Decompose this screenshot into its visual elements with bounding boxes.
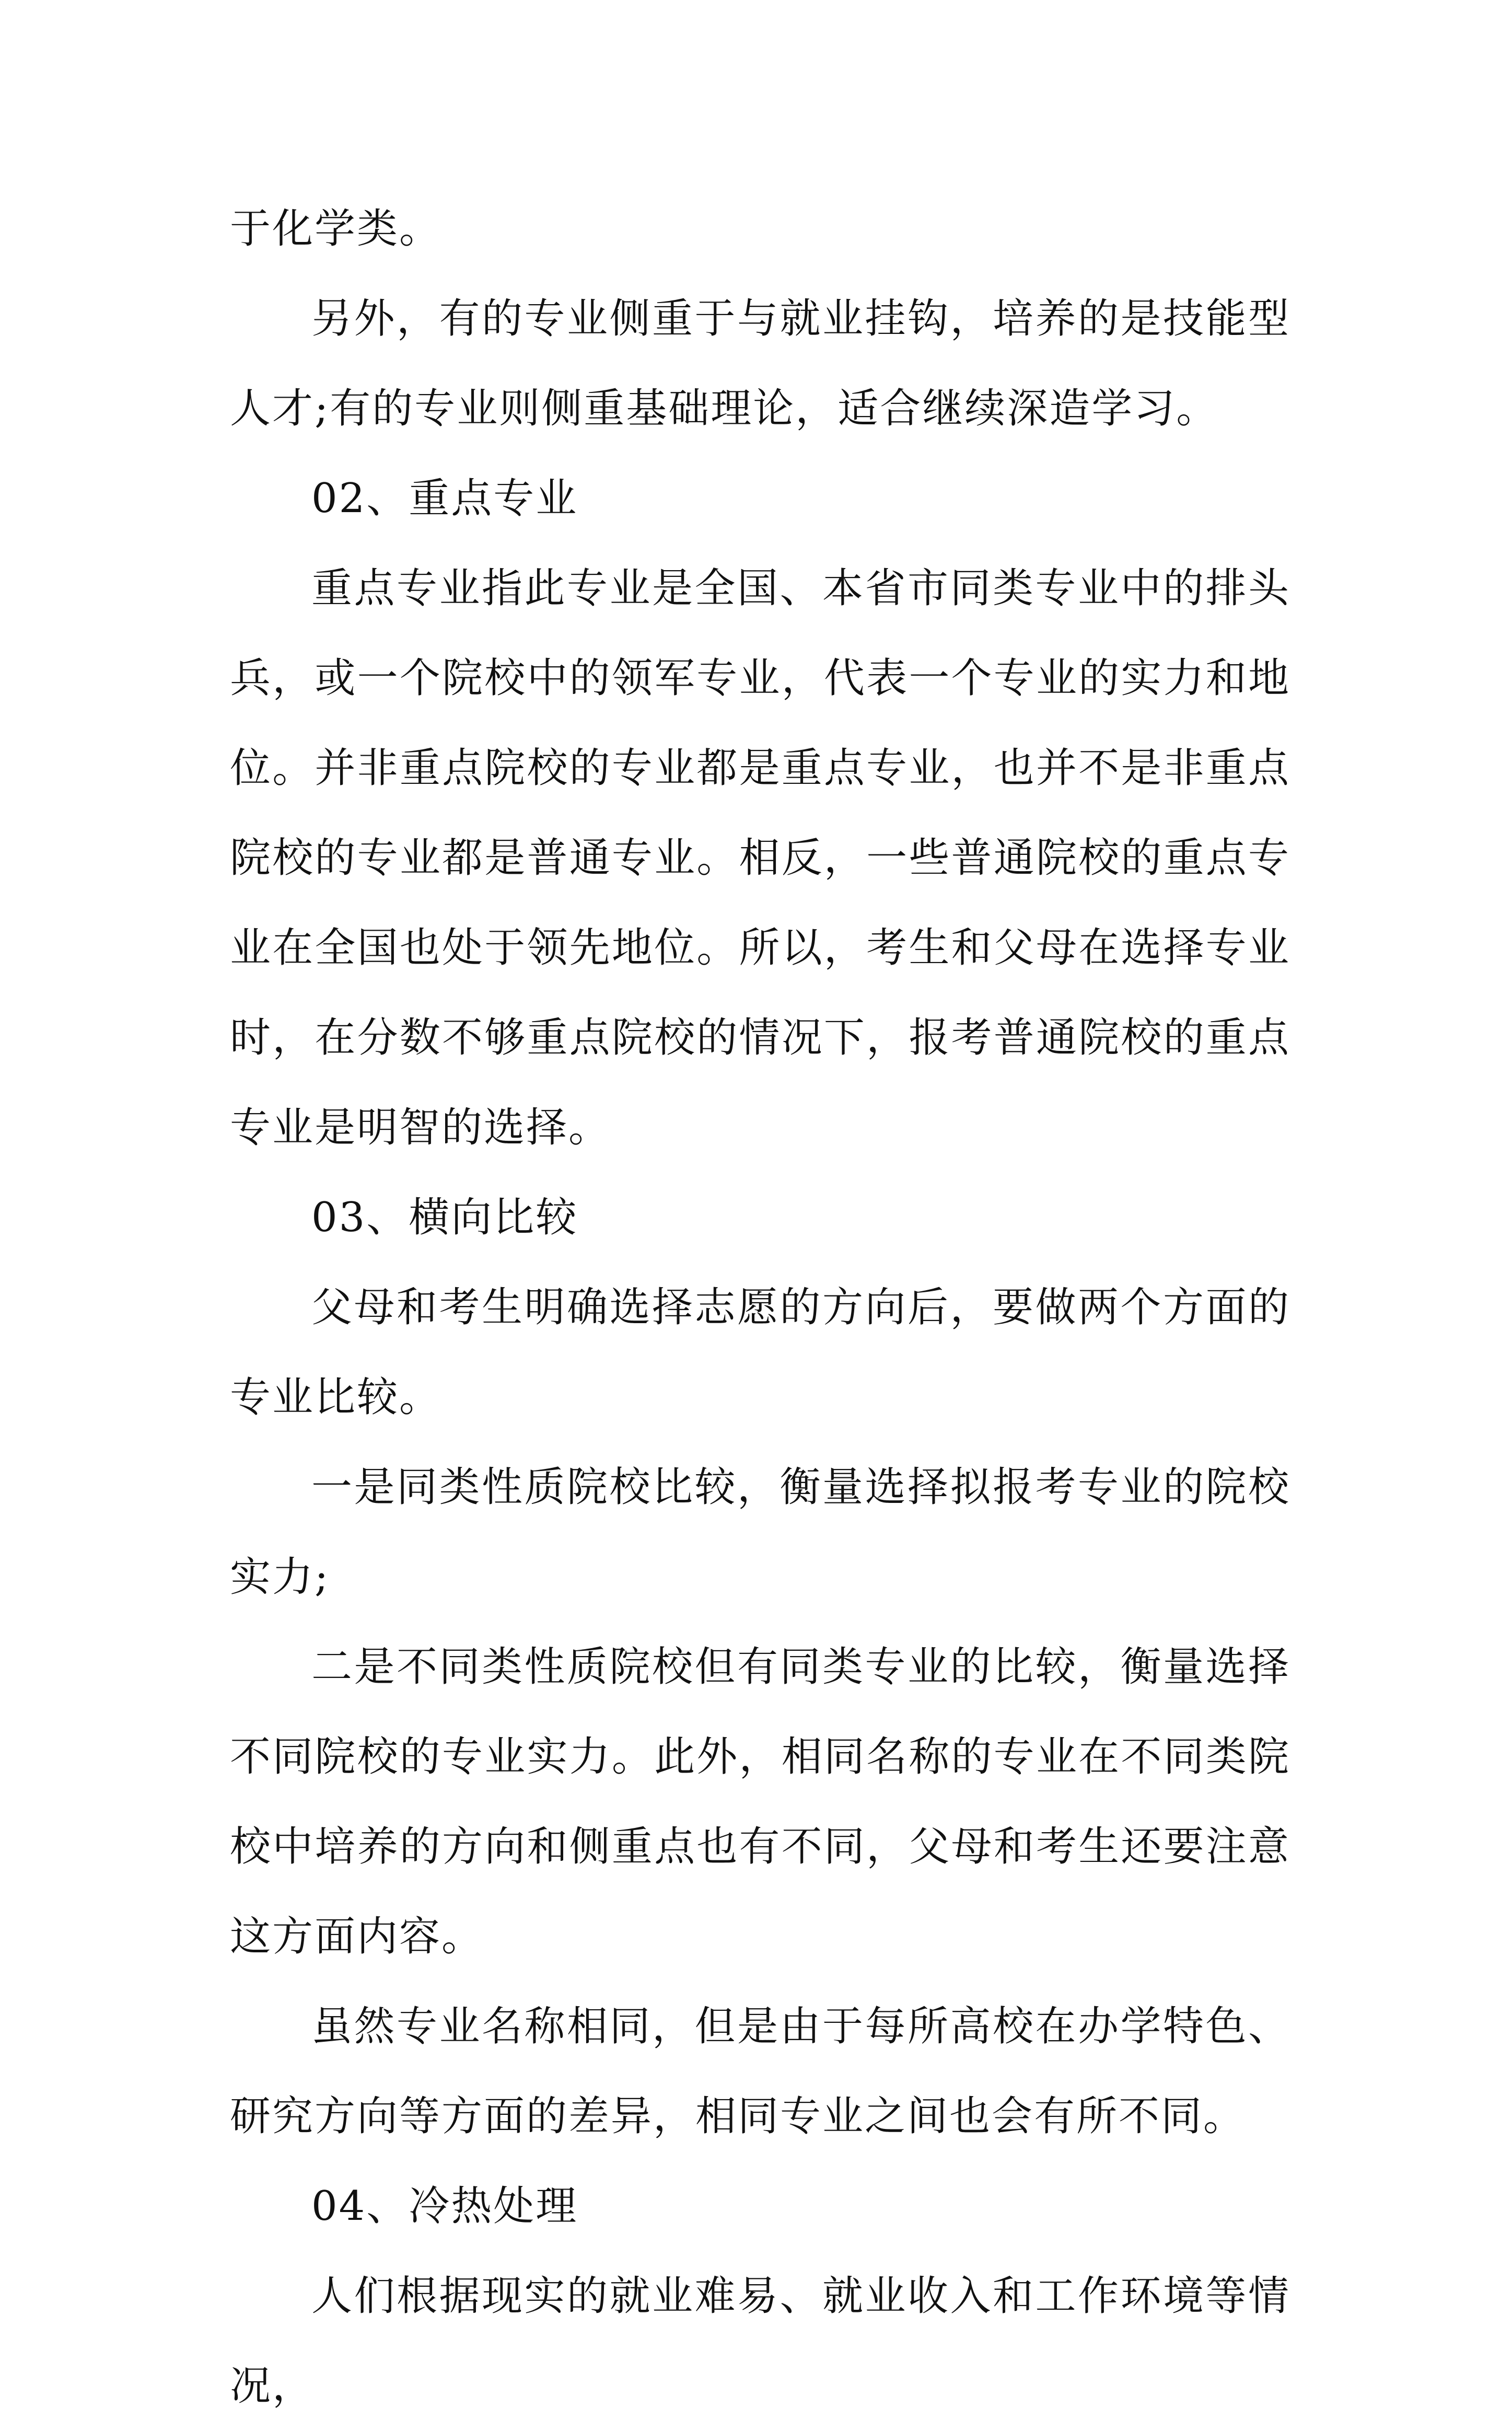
paragraph-continuation: 于化学类。 (230, 205, 442, 252)
paragraph-same-name-differences: 虽然专业名称相同，但是由于每所高校在办学特色、研究方向等方面的差异，相同专业之间也会有所不同。 (230, 2003, 1290, 2140)
section-heading-hot-cold: 04、冷热处理 (311, 2183, 578, 2230)
paragraph-hot-cold-start: 人们根据现实的就业难易、就业收入和工作环境等情况， (230, 2273, 1290, 2410)
paragraph-comparison-intro: 父母和考生明确选择志愿的方向后，要做两个方面的专业比较。 (230, 1284, 1290, 1421)
paragraph-comparison-first: 一是同类性质院校比较，衡量选择拟报考专业的院校实力; (230, 1464, 1290, 1601)
section-heading-key-majors: 02、重点专业 (311, 475, 578, 522)
section-heading-horizontal-comparison: 03、横向比较 (311, 1194, 578, 1241)
document-body (230, 184, 1290, 2431)
paragraph-skills-vs-theory: 另外，有的专业侧重于与就业挂钩，培养的是技能型人才;有的专业则侧重基础理论，适合继续深造学习。 (230, 295, 1290, 432)
paragraph-key-majors: 重点专业指此专业是全国、本省市同类专业中的排头兵，或一个院校中的领军专业，代表一个专业的实力和地位。并非重点院校的专业都是重点专业，也并不是非重点院校的专业都是普通专业。相反，一些普通院校的重点专业在全国也处于领先地位。所以，考生和父母在选择专业时，在分数不够重点院校的情况下，报考普通院校的重点专业是明智的选择。 (230, 565, 1290, 1151)
paragraph-comparison-second: 二是不同类性质院校但有同类专业的比较，衡量选择不同院校的专业实力。此外，相同名称的专业在不同类院校中培养的方向和侧重点也有不同，父母和考生还要注意这方面内容。 (230, 1643, 1290, 1960)
